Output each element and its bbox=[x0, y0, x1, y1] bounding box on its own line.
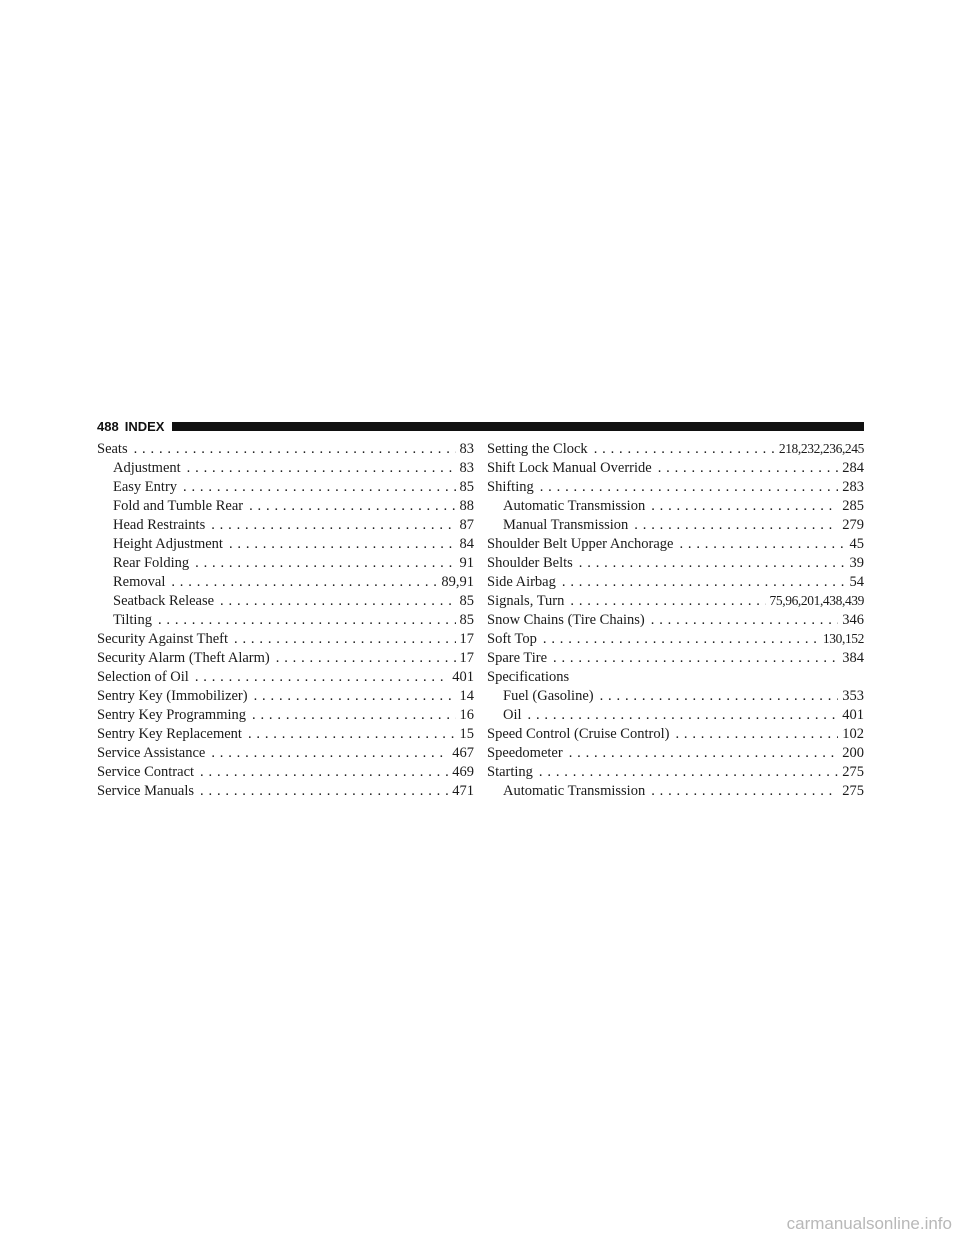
index-term: Sentry Key (Immobilizer) bbox=[97, 688, 248, 704]
page-reference: 89,91 bbox=[441, 574, 474, 590]
dot-leader bbox=[562, 574, 846, 591]
page-reference: 83 bbox=[459, 441, 474, 457]
index-term: Fuel (Gasoline) bbox=[503, 688, 594, 704]
index-subentry bbox=[487, 688, 864, 707]
index-term: Side Airbag bbox=[487, 574, 556, 590]
index-term: Fold and Tumble Rear bbox=[113, 498, 244, 514]
index-term: Oil bbox=[503, 707, 522, 723]
index-term: Starting bbox=[487, 764, 533, 780]
dot-leader bbox=[171, 574, 437, 591]
index-entry bbox=[97, 764, 474, 783]
dot-leader bbox=[634, 517, 838, 534]
page-reference: 16 bbox=[459, 707, 474, 723]
index-subentry bbox=[487, 707, 864, 726]
index-entry bbox=[487, 479, 864, 498]
index-entry bbox=[487, 593, 864, 612]
index-entry bbox=[487, 726, 864, 745]
index-subentry bbox=[97, 536, 474, 555]
index-column-right bbox=[487, 441, 864, 802]
page-reference: 275 bbox=[842, 783, 864, 799]
dot-leader bbox=[211, 745, 448, 762]
dot-leader bbox=[540, 479, 839, 496]
page-reference: 284 bbox=[842, 460, 864, 476]
page-reference: 75,96,201,438,439 bbox=[769, 593, 864, 608]
page-reference: 467 bbox=[452, 745, 474, 761]
dot-leader bbox=[200, 783, 448, 800]
page-reference: 14 bbox=[459, 688, 474, 704]
index-term: Removal bbox=[113, 574, 166, 590]
page-reference: 45 bbox=[849, 536, 864, 552]
page-reference: 83 bbox=[459, 460, 474, 476]
index-term: Specifications bbox=[487, 669, 570, 685]
page-reference: 279 bbox=[842, 517, 864, 533]
index-entry bbox=[487, 650, 864, 669]
index-term: Security Against Theft bbox=[97, 631, 229, 647]
page-reference: 130,152 bbox=[822, 631, 864, 646]
page-reference: 91 bbox=[459, 555, 474, 571]
dot-leader bbox=[248, 726, 456, 743]
dot-leader bbox=[570, 593, 765, 610]
index-subentry bbox=[97, 593, 474, 612]
page-reference: 39 bbox=[849, 555, 864, 571]
index-term: Automatic Transmission bbox=[503, 498, 646, 514]
index-term: Rear Folding bbox=[113, 555, 190, 571]
page-reference: 283 bbox=[842, 479, 864, 495]
index-term: Shift Lock Manual Override bbox=[487, 460, 652, 476]
index-term: Selection of Oil bbox=[97, 669, 189, 685]
dot-leader bbox=[579, 555, 846, 572]
dot-leader bbox=[651, 498, 838, 515]
index-entry bbox=[487, 764, 864, 783]
index-term: Automatic Transmission bbox=[503, 783, 646, 799]
index-subentry bbox=[487, 783, 864, 802]
header-rule bbox=[172, 422, 864, 431]
dot-leader bbox=[600, 688, 839, 705]
page-reference: 88 bbox=[459, 498, 474, 514]
page-reference: 353 bbox=[842, 688, 864, 704]
index-subentry bbox=[97, 460, 474, 479]
index-term: Shoulder Belt Upper Anchorage bbox=[487, 536, 674, 552]
index-term: Service Contract bbox=[97, 764, 195, 780]
index-subentry bbox=[97, 498, 474, 517]
index-term: Seats bbox=[97, 441, 128, 457]
dot-leader bbox=[651, 783, 838, 800]
index-entry bbox=[487, 669, 864, 688]
dot-leader bbox=[195, 555, 455, 572]
index-entry bbox=[97, 726, 474, 745]
index-entry bbox=[487, 612, 864, 631]
index-entry bbox=[97, 707, 474, 726]
index-entry bbox=[487, 555, 864, 574]
dot-leader bbox=[200, 764, 448, 781]
index-term: Setting the Clock bbox=[487, 441, 588, 457]
index-entry bbox=[97, 650, 474, 669]
dot-leader bbox=[254, 688, 456, 705]
page-header bbox=[97, 417, 864, 435]
dot-leader bbox=[158, 612, 456, 629]
index-term: Sentry Key Replacement bbox=[97, 726, 242, 742]
page-reference: 85 bbox=[459, 612, 474, 628]
dot-leader bbox=[569, 745, 839, 762]
page-reference: 87 bbox=[459, 517, 474, 533]
dot-leader bbox=[195, 669, 448, 686]
index-entry bbox=[97, 669, 474, 688]
index-subentry bbox=[97, 479, 474, 498]
dot-leader bbox=[252, 707, 455, 724]
index-entry bbox=[97, 631, 474, 650]
page-reference: 471 bbox=[452, 783, 474, 799]
page-reference: 84 bbox=[459, 536, 474, 552]
index-entry bbox=[97, 745, 474, 764]
index-term: Easy Entry bbox=[113, 479, 178, 495]
index-term: Adjustment bbox=[113, 460, 181, 476]
dot-leader bbox=[234, 631, 455, 648]
section-title: INDEX bbox=[124, 418, 165, 434]
page-reference: 85 bbox=[459, 479, 474, 495]
index-term: Speedometer bbox=[487, 745, 563, 761]
index-subentry bbox=[97, 612, 474, 631]
page-reference: 54 bbox=[849, 574, 864, 590]
index-term: Spare Tire bbox=[487, 650, 548, 666]
dot-leader bbox=[187, 460, 456, 477]
index-term: Service Manuals bbox=[97, 783, 195, 799]
page-reference: 85 bbox=[459, 593, 474, 609]
index-entry bbox=[487, 745, 864, 764]
index-subentry bbox=[97, 517, 474, 536]
index-entry bbox=[97, 688, 474, 707]
index-term: Soft Top bbox=[487, 631, 537, 647]
dot-leader bbox=[229, 536, 456, 553]
index-term: Head Restraints bbox=[113, 517, 206, 533]
dot-leader bbox=[528, 707, 839, 724]
dot-leader bbox=[553, 650, 838, 667]
index-term: Signals, Turn bbox=[487, 593, 565, 609]
index-term: Seatback Release bbox=[113, 593, 215, 609]
page-reference: 17 bbox=[459, 650, 474, 666]
index-entry bbox=[97, 441, 474, 460]
watermark-text: carmanualsonline.info bbox=[786, 1214, 952, 1233]
index-term: Speed Control (Cruise Control) bbox=[487, 726, 670, 742]
index-term: Service Assistance bbox=[97, 745, 206, 761]
dot-leader bbox=[679, 536, 845, 553]
page-reference: 401 bbox=[452, 669, 474, 685]
dot-leader bbox=[651, 612, 838, 629]
page-reference: 17 bbox=[459, 631, 474, 647]
index-entry bbox=[97, 783, 474, 802]
page-reference: 285 bbox=[842, 498, 864, 514]
index-entry bbox=[487, 460, 864, 479]
dot-leader bbox=[249, 498, 455, 515]
index-term: Manual Transmission bbox=[503, 517, 629, 533]
index-entry bbox=[487, 441, 864, 460]
index-term: Shifting bbox=[487, 479, 534, 495]
page-reference: 469 bbox=[452, 764, 474, 780]
page-reference: 102 bbox=[842, 726, 864, 742]
dot-leader bbox=[211, 517, 455, 534]
dot-leader bbox=[658, 460, 839, 477]
dot-leader bbox=[220, 593, 455, 610]
dot-leader bbox=[539, 764, 838, 781]
dot-leader bbox=[134, 441, 456, 458]
index-term: Tilting bbox=[113, 612, 152, 628]
page-number: 488 bbox=[97, 418, 119, 434]
dot-leader bbox=[594, 441, 775, 458]
index-entry bbox=[487, 536, 864, 555]
index-term: Sentry Key Programming bbox=[97, 707, 247, 723]
index-column-left bbox=[97, 441, 474, 802]
index-subentry bbox=[487, 517, 864, 536]
dot-leader bbox=[183, 479, 455, 496]
index-term: Height Adjustment bbox=[113, 536, 223, 552]
index-entry bbox=[487, 574, 864, 593]
page-reference: 275 bbox=[842, 764, 864, 780]
index-subentry bbox=[97, 555, 474, 574]
index-term: Snow Chains (Tire Chains) bbox=[487, 612, 645, 628]
page-reference: 346 bbox=[842, 612, 864, 628]
index-entry bbox=[487, 631, 864, 650]
index-term: Security Alarm (Theft Alarm) bbox=[97, 650, 270, 666]
dot-leader bbox=[543, 631, 819, 648]
page-reference: 218,232,236,245 bbox=[778, 441, 864, 456]
dot-leader bbox=[276, 650, 456, 667]
dot-leader bbox=[675, 726, 838, 743]
page-reference: 401 bbox=[842, 707, 864, 723]
index-subentry bbox=[487, 498, 864, 517]
page-reference: 384 bbox=[842, 650, 864, 666]
index-subentry bbox=[97, 574, 474, 593]
page-reference: 200 bbox=[842, 745, 864, 761]
page-reference: 15 bbox=[459, 726, 474, 742]
index-term: Shoulder Belts bbox=[487, 555, 573, 571]
